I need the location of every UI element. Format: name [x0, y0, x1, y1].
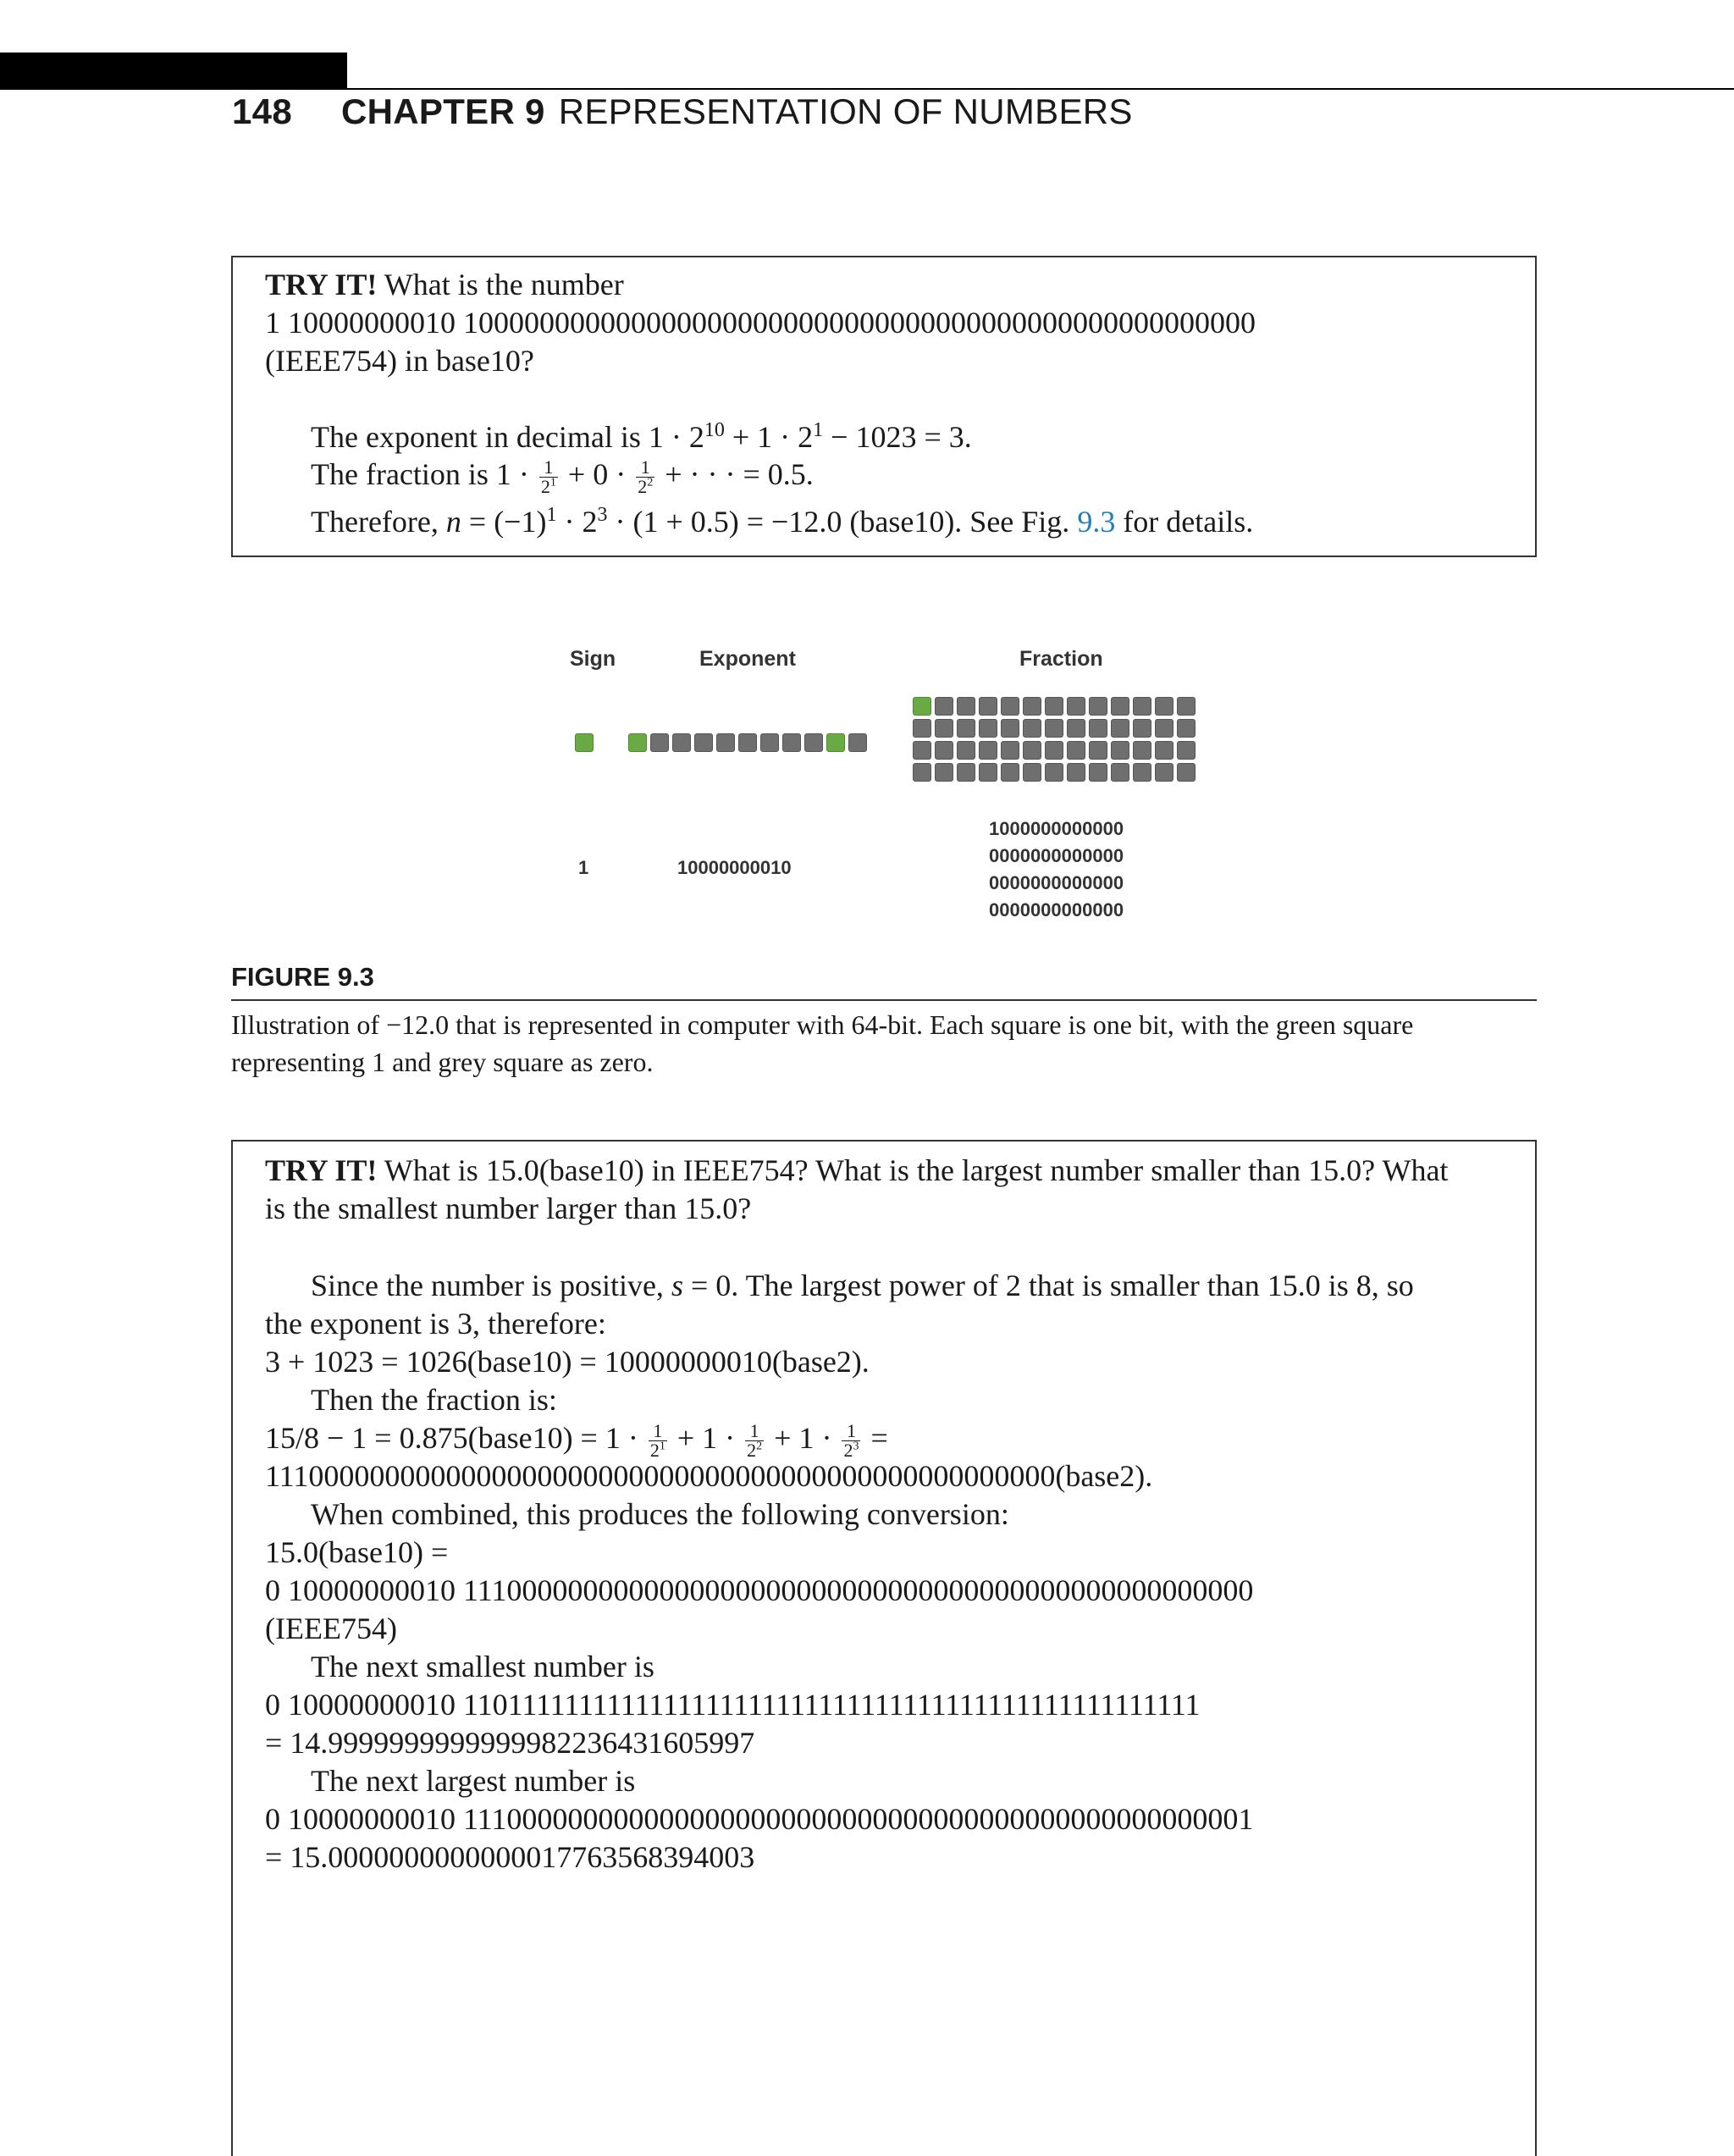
frac-den-2: 2: [638, 476, 648, 498]
p5-frac-2-den: 2: [747, 1440, 757, 1462]
p5-frac-1-sup: 1: [659, 1440, 665, 1453]
exponent-bit-1: [650, 733, 669, 752]
figure-9-3-link[interactable]: 9.3: [1077, 505, 1116, 539]
fraction-bit-r0-c0: [913, 697, 931, 716]
p1-s: s: [671, 1269, 683, 1302]
frac-prefix: The fraction is 1 ·: [311, 457, 537, 491]
fraction-bit-r2-c10: [1133, 741, 1151, 760]
fraction-bit-r3-c8: [1089, 763, 1107, 782]
fraction-bit-r0-c1: [935, 697, 953, 716]
exp-sup-1: 10: [704, 419, 725, 441]
therefore-prefix: Therefore,: [311, 505, 446, 539]
box1-exponent-line: [311, 420, 972, 454]
exponent-bit-7: [782, 733, 801, 752]
fraction-bit-r0-c12: [1177, 697, 1196, 716]
frac-mid: + 0 ·: [560, 457, 634, 491]
therefore-rest: · (1 + 0.5) = −12.0 (base10). See Fig.: [607, 505, 1078, 539]
fraction-bit-r3-c6: [1045, 763, 1063, 782]
fraction-bit-r3-c7: [1067, 763, 1085, 782]
fraction-bit-r1-c7: [1067, 719, 1085, 738]
fraction-bit-r2-c0: [913, 741, 931, 760]
fraction-value-row-4: 0000000000000: [989, 899, 1124, 920]
fraction-bit-r1-c4: [1001, 719, 1019, 738]
box2-para-10: (IEEE754): [265, 1611, 397, 1645]
frac-num-2: 1: [636, 458, 654, 478]
box2-para-7: When combined, this produces the following conversion:: [311, 1497, 1009, 1531]
box2-para-14: The next largest number is: [311, 1764, 636, 1798]
fraction-term-1: [539, 458, 558, 496]
fraction-bit-r1-c12: [1177, 719, 1196, 738]
exponent-bit-5: [738, 733, 757, 752]
box2-para-6: 1110000000000000000000000000000000000000000000000000(base2).: [265, 1459, 1153, 1493]
box2-para-16: = 15.0000000000000017763568394003: [265, 1840, 755, 1874]
fraction-bit-r1-c2: [957, 719, 975, 738]
fraction-bit-r2-c3: [979, 741, 997, 760]
header-black-tab: [0, 53, 347, 90]
box1-question-line-1: [265, 268, 624, 301]
box2-para-13: = 14.9999999999999982236431605997: [265, 1726, 755, 1760]
therefore-mid: · 2: [556, 505, 598, 539]
figure-caption-line-2: representing 1 and grey square as zero.: [231, 1047, 654, 1077]
p5-frac-3-sup: 3: [853, 1440, 859, 1453]
fraction-bit-r2-c7: [1067, 741, 1085, 760]
therefore-eq: = (−1): [461, 505, 547, 539]
p5-frac-1: [649, 1422, 667, 1460]
sign-bit: [575, 733, 594, 752]
figure-label-exponent: Exponent: [699, 647, 796, 671]
p5-frac-1-num: 1: [649, 1422, 667, 1441]
box2-para-3: 3 + 1023 = 1026(base10) = 10000000010(base2).: [265, 1345, 870, 1379]
fraction-bit-r2-c4: [1001, 741, 1019, 760]
sign-value: 1: [578, 857, 589, 878]
fraction-bit-r0-c6: [1045, 697, 1063, 716]
header-rule: [347, 88, 1734, 90]
exp-prefix: The exponent in decimal is 1 · 2: [311, 420, 704, 454]
fraction-value-row-3: 0000000000000: [989, 872, 1124, 893]
fraction-bit-r3-c4: [1001, 763, 1019, 782]
frac-den-1-sup: 1: [549, 476, 556, 489]
fraction-bit-r2-c6: [1045, 741, 1063, 760]
figure-label-sign: Sign: [570, 647, 616, 671]
fraction-bit-r0-c4: [1001, 697, 1019, 716]
fraction-bit-r1-c11: [1155, 719, 1173, 738]
frac-suffix: + · · · = 0.5.: [657, 457, 814, 491]
box1-question-line-2: 1 10000000010 1000000000000000000000000000000000000000000000000000: [265, 306, 1256, 340]
p1b: = 0. The largest power of 2 that is smaller than 15.0 is 8, so: [682, 1269, 1414, 1302]
box2-para-8: 15.0(base10) =: [265, 1535, 449, 1569]
fraction-bit-r1-c9: [1111, 719, 1129, 738]
fraction-bit-r3-c3: [979, 763, 997, 782]
p5-plus-1: + 1 ·: [669, 1421, 743, 1455]
try-it-label-2: TRY IT!: [265, 1153, 378, 1187]
fraction-bit-r0-c11: [1155, 697, 1173, 716]
p5-frac-1-den: 2: [649, 1440, 660, 1462]
fraction-bit-r0-c2: [957, 697, 975, 716]
page-header: [232, 91, 1133, 132]
fraction-bit-r1-c3: [979, 719, 997, 738]
chapter-label: CHAPTER 9: [340, 91, 545, 131]
exponent-bit-0: [628, 733, 647, 752]
fraction-bit-r1-c1: [935, 719, 953, 738]
therefore-sup-1: 1: [546, 504, 557, 526]
fraction-value-row-2: 0000000000000: [989, 845, 1124, 866]
fraction-bit-r2-c9: [1111, 741, 1129, 760]
exponent-bit-10: [848, 733, 867, 752]
fraction-bit-r2-c1: [935, 741, 953, 760]
p5-frac-3: [842, 1422, 860, 1460]
therefore-sup-2: 3: [597, 504, 608, 526]
exp-sup-2: 1: [813, 419, 824, 441]
p5-frac-3-num: 1: [842, 1422, 860, 1441]
fraction-bit-r2-c11: [1155, 741, 1173, 760]
box2-question-line-2: is the smallest number larger than 15.0?: [265, 1191, 752, 1225]
fraction-term-2: [636, 458, 654, 496]
figure-caption-rule: [231, 999, 1537, 1001]
box2-para-4: Then the fraction is:: [311, 1383, 557, 1417]
try-it-box-2: [231, 1140, 1537, 2156]
fraction-bit-r1-c8: [1089, 719, 1107, 738]
fraction-bit-r2-c8: [1089, 741, 1107, 760]
exponent-bit-2: [672, 733, 691, 752]
box1-therefore-line: [311, 505, 1253, 539]
fraction-bit-r2-c5: [1023, 741, 1041, 760]
box1-fraction-line: [311, 457, 814, 496]
fraction-bit-r1-c10: [1133, 719, 1151, 738]
box2-q1: What is 15.0(base10) in IEEE754? What is the largest number smaller than 15.0? What: [377, 1153, 1449, 1187]
fraction-bit-r2-c12: [1177, 741, 1196, 760]
fraction-bit-r0-c9: [1111, 697, 1129, 716]
fraction-bit-r1-c0: [913, 719, 931, 738]
fraction-bit-r3-c5: [1023, 763, 1041, 782]
try-it-box-1: [231, 256, 1537, 557]
figure-caption-title: FIGURE 9.3: [231, 962, 374, 992]
fraction-bit-r0-c5: [1023, 697, 1041, 716]
p1a: Since the number is positive,: [311, 1269, 671, 1302]
frac-num-1: 1: [539, 458, 558, 478]
exp-mid: + 1 · 2: [724, 420, 814, 454]
frac-den-2-sup: 2: [647, 476, 654, 489]
fraction-bit-r1-c5: [1023, 719, 1041, 738]
p5-frac-2: [745, 1422, 764, 1460]
box1-question-text: What is the number: [377, 268, 624, 301]
fraction-bit-r0-c10: [1133, 697, 1151, 716]
figure-caption-line-1: Illustration of −12.0 that is represented in computer with 64-bit. Each square is one bit, with the green square: [231, 1009, 1414, 1040]
box2-para-9: 0 10000000010 1110000000000000000000000000000000000000000000000000: [265, 1573, 1254, 1607]
exponent-bit-6: [760, 733, 779, 752]
fraction-bit-r1-c6: [1045, 719, 1063, 738]
fraction-bit-r0-c8: [1089, 697, 1107, 716]
fraction-bit-r3-c11: [1155, 763, 1173, 782]
exponent-bit-3: [694, 733, 713, 752]
box2-para-11: The next smallest number is: [311, 1650, 654, 1683]
fraction-bit-r2-c2: [957, 741, 975, 760]
fraction-bit-r3-c9: [1111, 763, 1129, 782]
page-number: 148: [232, 91, 292, 131]
exponent-bit-4: [716, 733, 735, 752]
p5-plus-2: + 1 ·: [766, 1421, 840, 1455]
p5-frac-3-den: 2: [843, 1440, 853, 1462]
fraction-bit-r3-c10: [1133, 763, 1151, 782]
fraction-bit-r0-c3: [979, 697, 997, 716]
p5-frac-2-num: 1: [745, 1422, 764, 1441]
fraction-bit-r3-c1: [935, 763, 953, 782]
box2-para-2: the exponent is 3, therefore:: [265, 1307, 606, 1341]
p5-frac-2-sup: 2: [756, 1440, 763, 1453]
chapter-title: REPRESENTATION OF NUMBERS: [558, 91, 1133, 131]
p5a: 15/8 − 1 = 0.875(base10) = 1 ·: [265, 1421, 646, 1455]
try-it-label: TRY IT!: [265, 268, 378, 301]
box2-para-15: 0 10000000010 1110000000000000000000000000000000000000000000000001: [265, 1802, 1254, 1836]
p5-end: =: [863, 1421, 888, 1455]
box2-para-5: [265, 1421, 888, 1460]
exponent-value: 10000000010: [677, 857, 792, 878]
fraction-bit-r3-c0: [913, 763, 931, 782]
fraction-value-row-1: 1000000000000: [989, 818, 1124, 839]
exp-suffix: − 1023 = 3.: [823, 420, 972, 454]
exponent-bit-8: [804, 733, 823, 752]
box2-para-1: [311, 1269, 1414, 1302]
figure-label-fraction: Fraction: [1019, 647, 1103, 671]
exponent-bit-9: [826, 733, 845, 752]
box2-para-12: 0 10000000010 1101111111111111111111111111111111111111111111111111: [265, 1688, 1201, 1722]
therefore-n: n: [445, 505, 461, 539]
box1-question-line-3: (IEEE754) in base10?: [265, 344, 534, 378]
frac-den-1: 2: [540, 476, 550, 498]
therefore-end: for details.: [1115, 505, 1254, 539]
fraction-bit-r3-c12: [1177, 763, 1196, 782]
fraction-bit-r0-c7: [1067, 697, 1085, 716]
box2-question-line-1: [265, 1153, 1448, 1187]
fraction-bit-r3-c2: [957, 763, 975, 782]
